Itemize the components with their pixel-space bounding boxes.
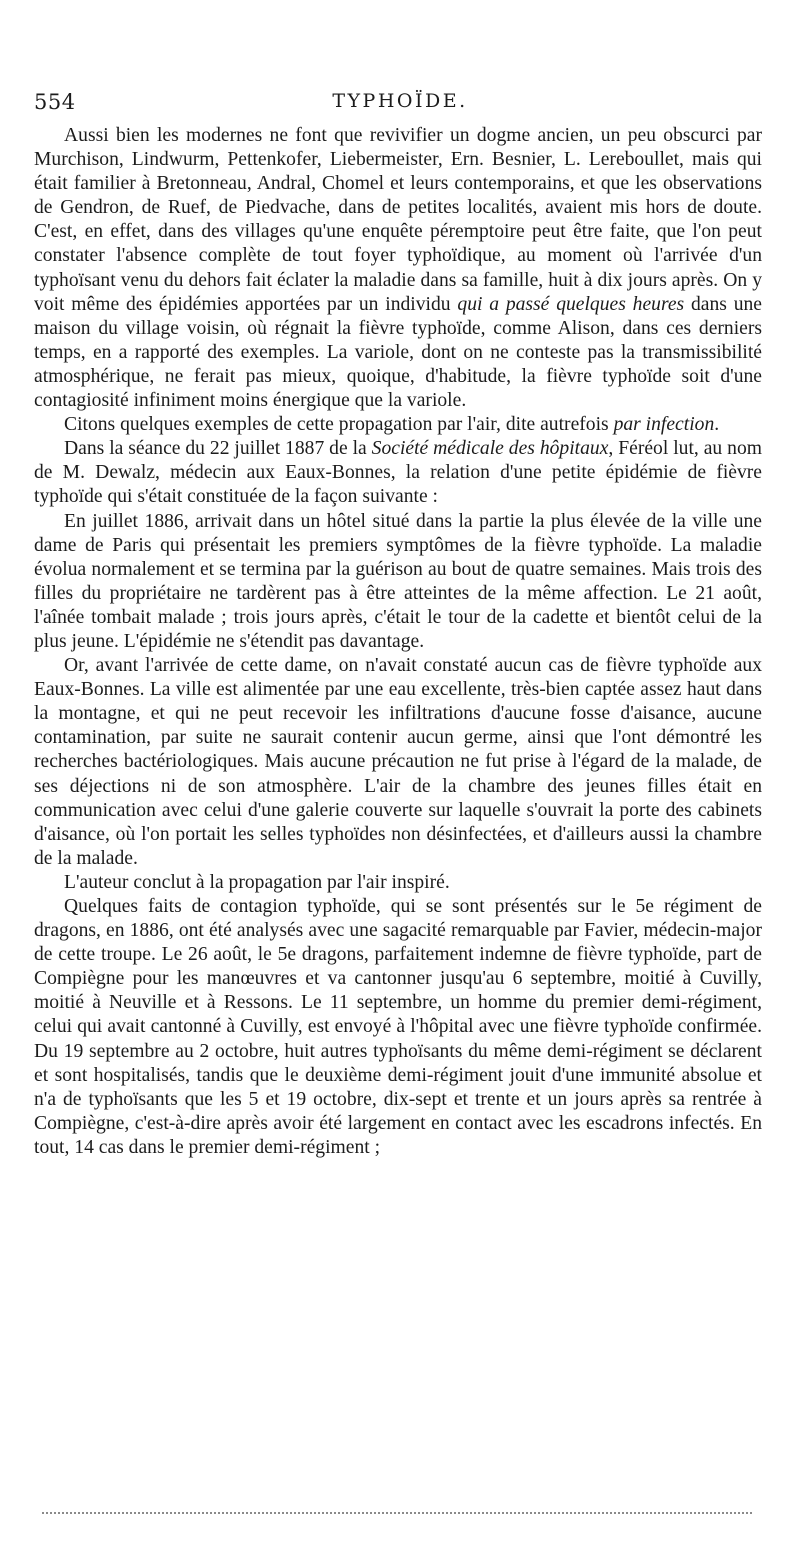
body-text (34, 124, 762, 1160)
page-number: 554 (34, 90, 76, 114)
page-header (0, 90, 800, 124)
paragraph-7: Quelques faits de contagion typhoïde, qui se sont présentés sur le 5e régiment de dragons, en 1886, ont été analysés avec une sagacité remarquable par Favier, médecin-major de cette troupe. Le 26 août, le 5e dragons, parfaitement indemne de fièvre typhoïde, part de Compiègne pour les manœuvres et va cantonner jusqu'au 6 septembre, moitié à Cuvilly, moitié à Neuville et à Ressons. Le 11 septembre, un homme du premier demi-régiment, celui qui avait cantonné à Cuvilly, est envoyé à l'hôpital avec une fièvre typhoïde confirmée. Du 19 septembre au 2 octobre, huit autres typhoïsants du même demi-régiment se déclarent et sont hospitalisés, tandis que le deuxième demi-régiment jouit d'une immunité absolue et n'a de typhoïsants que les 5 et 19 octobre, dix-sept et trente et un jours après sa rentrée à Compiègne, c'est-à-dire après avoir été largement en contact avec les escadrons infectés. En tout, 14 cas dans le premier demi-régiment ; (34, 896, 762, 1158)
footer-dotted-rule (42, 1512, 752, 1514)
paragraph-4: En juillet 1886, arrivait dans un hôtel situé dans la partie la plus élevée de la ville une dame de Paris qui présentait les premiers symptômes de la fièvre typhoïde. La maladie évolua normalement et se termina par la guérison au bout de quatre semaines. Mais trois des filles du propriétaire ne tardèrent pas à être atteintes de la même affection. Le 21 août, l'aînée tombait malade ; trois jours après, c'était le tour de la cadette et bientôt celui de la plus jeune. L'épidémie ne s'étendit pas davantage. (34, 510, 762, 652)
italic-phrase: par infection (613, 414, 715, 436)
paragraph-6: L'auteur conclut à la propagation par l'air inspiré. (64, 871, 450, 893)
paragraph-5: Or, avant l'arrivée de cette dame, on n'avait constaté aucun cas de fièvre typhoïde aux Eaux-Bonnes. La ville est alimentée par une eau excellente, très-bien captée assez haut dans la montagne, et qui ne peut recevoir les infiltrations d'aucune fosse d'aisance, aucune contamination, par suite ne saurait contenir aucun germe, ainsi que l'ont démontré les recherches bactériologiques. Mais aucune précaution ne fut prise à l'égard de la malade, de ses déjections ni de son atmosphère. L'air de la chambre des jeunes filles était en communication avec celui d'une galerie couverte sur laquelle s'ouvrait la porte des cabinets d'aisance, où l'on portait les selles typhoïdes non désinfectées, et d'ailleurs aussi la chambre de la malade. (34, 655, 762, 869)
italic-phrase: Société médicale des hôpitaux (371, 438, 609, 460)
paragraph-2: Citons quelques exemples de cette propagation par l'air, dite autrefois par infection. (64, 414, 720, 436)
paragraph-1: Aussi bien les modernes ne font que revivifier un dogme ancien, un peu obscurci par Murchison, Lindwurm, Pettenkofer, Liebermeister, Ern. Besnier, L. Lereboullet, mais qui était familier à Bretonneau, Andral, Chomel et leurs contemporains, et que les observations de Gendron, de Ruef, de Piedvache, dans de petites localités, avaient mis hors de doute. C'est, en effet, dans des villages qu'une enquête péremptoire peut être faite, que l'on peut constater l'absence complète de tout foyer typhoïdique, au moment où l'arrivée d'un typhoïsant venu du dehors fait éclater la maladie dans sa famille, huit à dix jours après. On y voit même des épidémies apportées par un individu qui a passé quelques heures dans une maison du village voisin, où régnait la fièvre typhoïde, comme Alison, dans ces derniers temps, en a rapporté des exemples. La variole, dont on ne conteste pas la transmissibilité atmosphérique, ne ferait pas mieux, quoique, d'habitude, la fièvre typhoïde soit d'une contagiosité infiniment moins énergique que la variole. (34, 125, 762, 412)
italic-phrase: qui a passé quelques heures (457, 293, 685, 315)
running-title: TYPHOÏDE. (332, 90, 468, 112)
paragraph-3: Dans la séance du 22 juillet 1887 de la Société médicale des hôpitaux, Féréol lut, au nom de M. Dewalz, médecin aux Eaux-Bonnes, la relation d'une petite épidémie de fièvre typhoïde qui s'était constituée de la façon suivante : (34, 438, 762, 508)
